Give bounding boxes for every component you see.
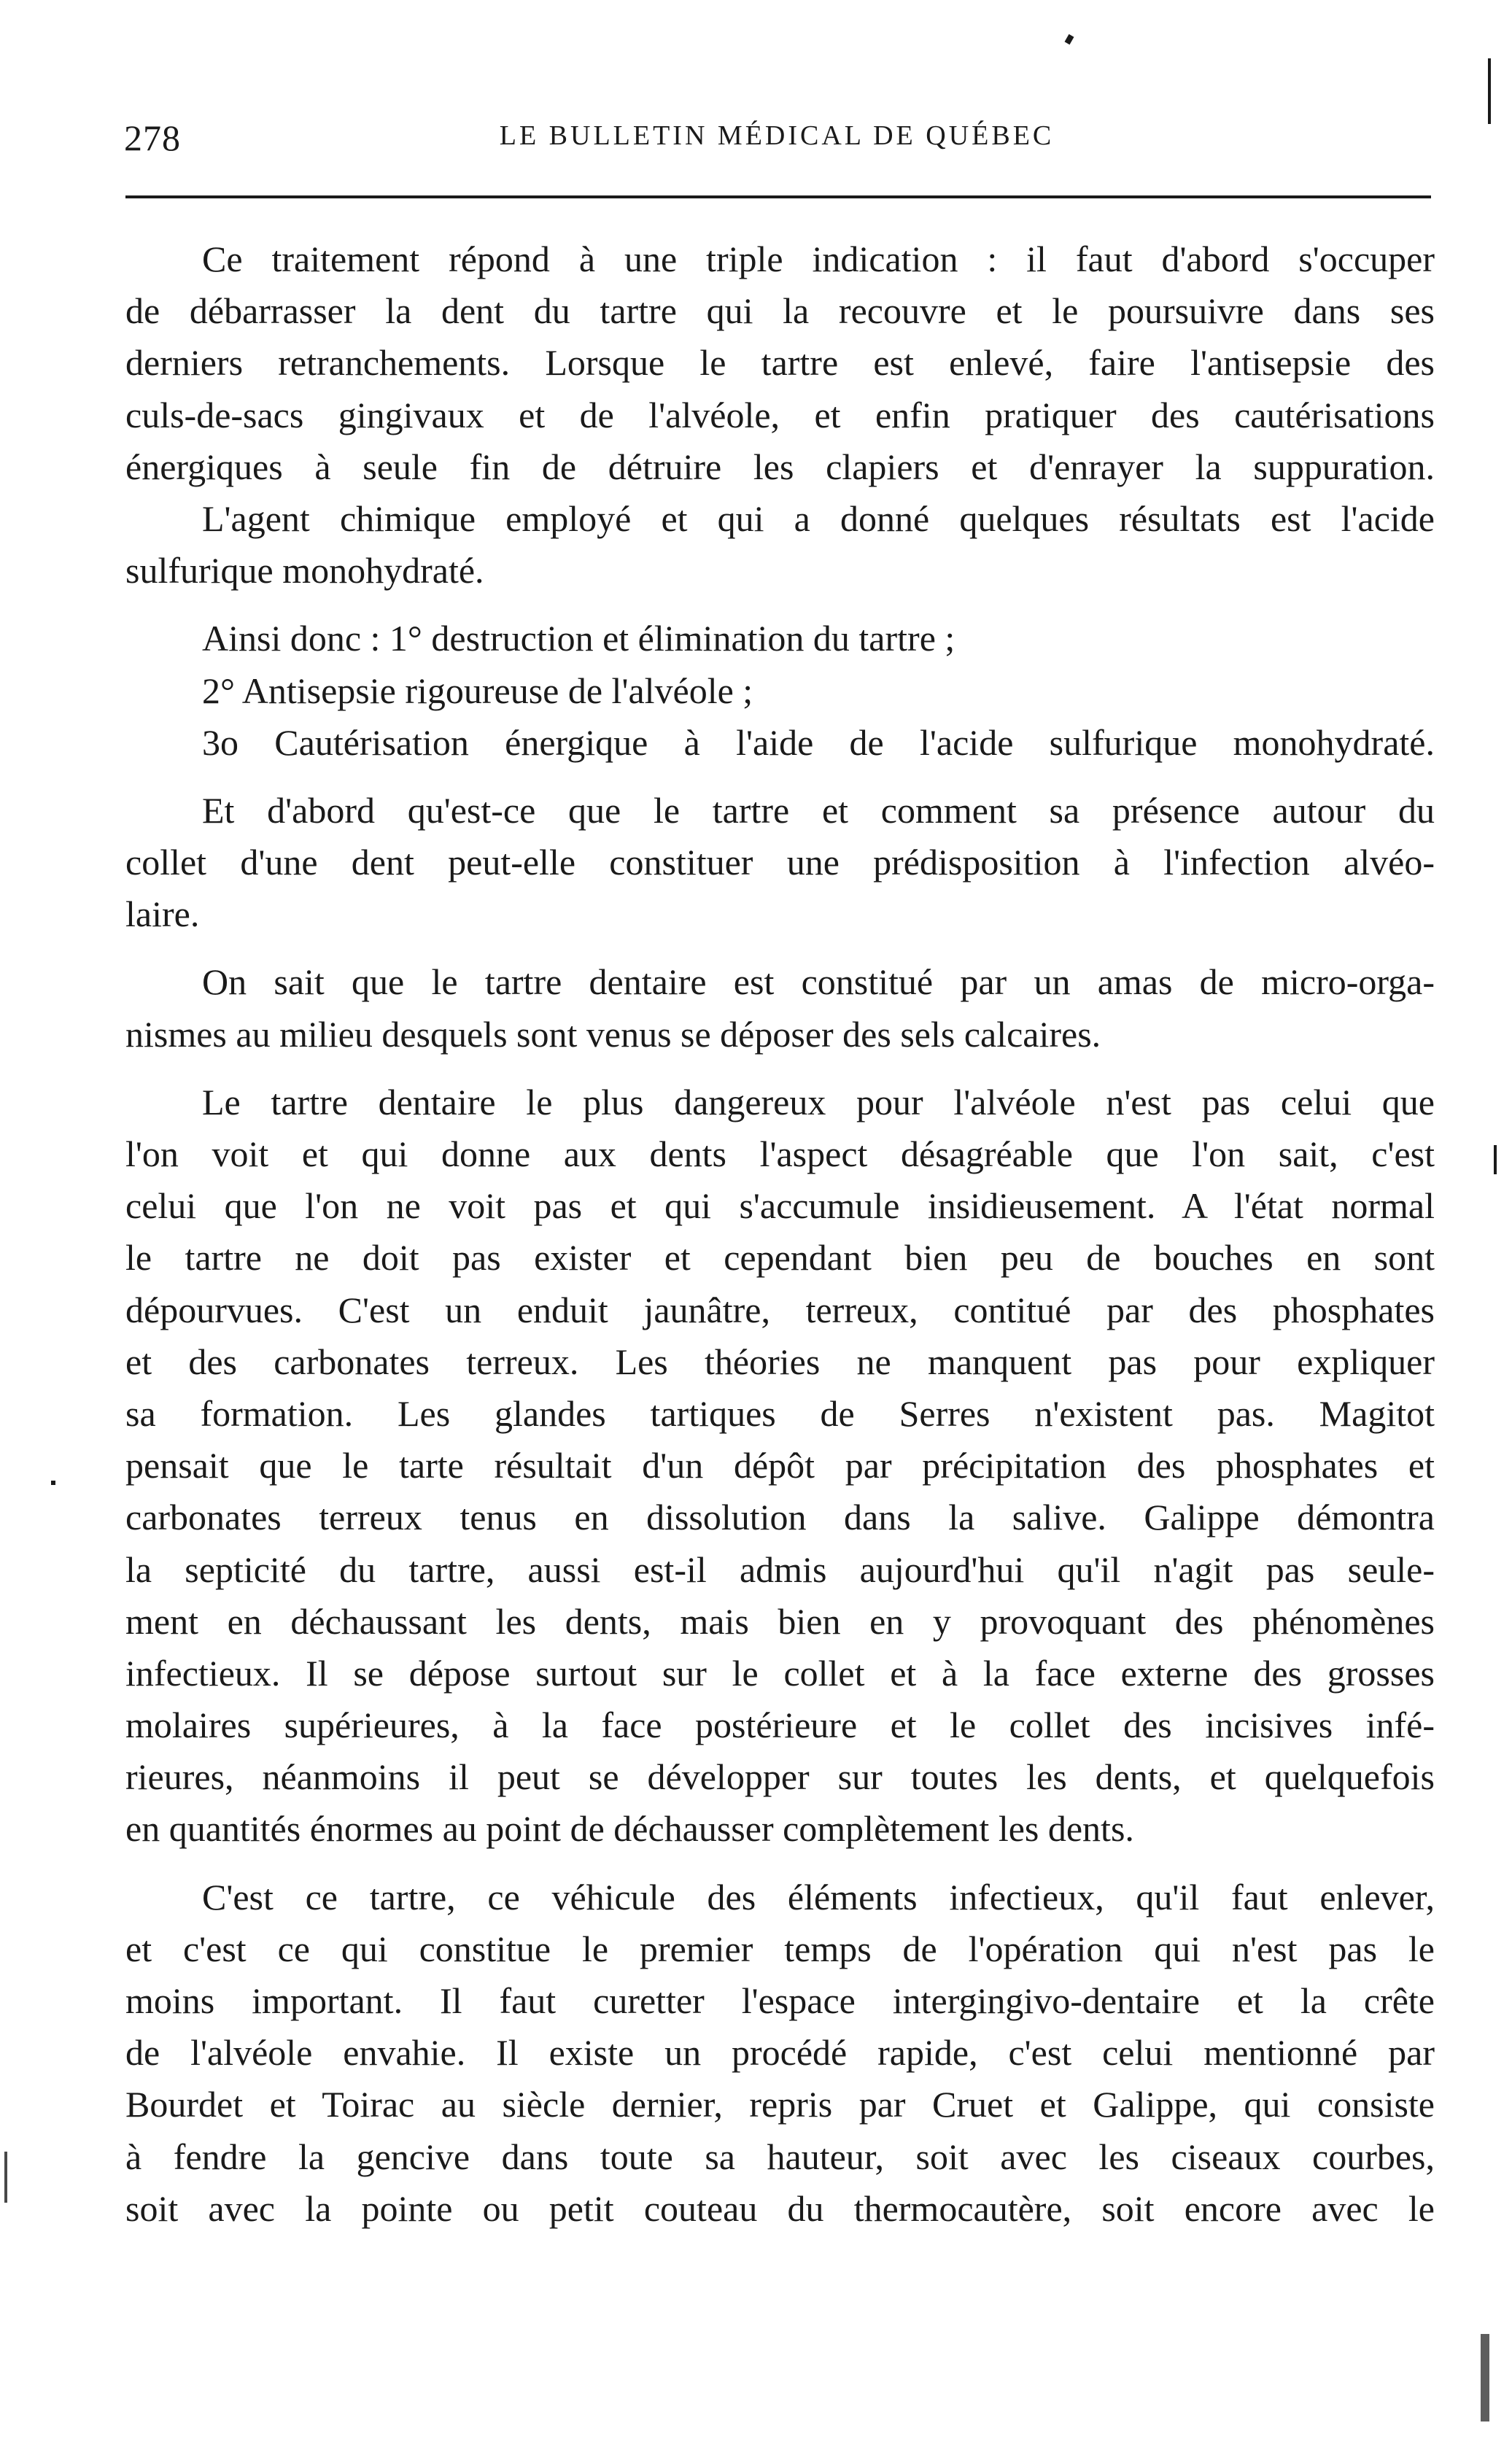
paragraph-gap (125, 940, 1435, 956)
header-rule (125, 195, 1431, 198)
text-line: laire. (125, 893, 200, 935)
scan-speck (4, 2152, 7, 2203)
text-line: sa formation. Les glandes tartiques de Serres n'existent pas. Magitot (125, 1392, 1435, 1434)
paragraph-gap (125, 1856, 1435, 1872)
running-title: LE BULLETIN MÉDICAL DE QUÉBEC (499, 120, 1055, 151)
list-item: 3o Cautérisation énergique à l'aide de l'acide sulfurique monohydraté. (202, 721, 1435, 763)
text-line: carbonates terreux tenus en dissolution dans la salive. Galippe démontra (125, 1497, 1435, 1538)
text-line: sulfurique monohydraté. (125, 550, 484, 592)
text-line: et des carbonates terreux. Les théories ne manquent pas pour expliquer (125, 1341, 1435, 1382)
text-line: à fendre la gencive dans toute sa hauteur, soit avec les ciseaux courbes, (125, 2136, 1435, 2177)
text-line: la septicité du tartre, aussi est-il admis aujourd'hui qu'il n'agit pas seule- (125, 1548, 1435, 1590)
text-line: Le tartre dentaire le plus dangereux pour l'alvéole n'est pas celui que (202, 1081, 1435, 1122)
text-line: molaires supérieures, à la face postérieure et le collet des incisives infé- (125, 1705, 1435, 1746)
text-line: Et d'abord qu'est-ce que le tartre et comment sa présence autour du (202, 789, 1435, 831)
list-item: 2° Antisepsie rigoureuse de l'alvéole ; (202, 670, 753, 711)
text-line: culs-de-sacs gingivaux et de l'alvéole, et enfin pratiquer des cautérisations (125, 394, 1435, 435)
text-line: et c'est ce qui constitue le premier temps de l'opération qui n'est pas le (125, 1928, 1435, 1969)
text-line: C'est ce tartre, ce véhicule des éléments infectieux, qu'il faut enlever, (202, 1876, 1435, 1918)
paragraph (125, 613, 1435, 769)
text-line: derniers retranchements. Lorsque le tartre est enlevé, faire l'antisepsie des (125, 342, 1435, 384)
text-line: soit avec la pointe ou petit couteau du thermocautère, soit encore avec le (125, 2187, 1435, 2229)
text-line: On sait que le tartre dentaire est constitué par un amas de micro-orga- (202, 961, 1435, 1003)
text-line: collet d'une dent peut-elle constituer une prédisposition à l'infection alvéo- (125, 842, 1435, 883)
paragraph (125, 233, 1435, 493)
body-text (125, 233, 1435, 2235)
text-line: Ce traitement répond à une triple indication : il faut d'abord s'occuper (202, 239, 1435, 279)
paragraph (125, 1872, 1435, 2235)
text-line: celui que l'on ne voit pas et qui s'accumule insidieusement. A l'état normal (125, 1185, 1435, 1227)
paragraph (125, 956, 1435, 1060)
text-line: dépourvues. C'est un enduit jaunâtre, terreux, contitué par des phosphates (125, 1289, 1435, 1330)
paragraph (125, 1077, 1435, 1856)
text-line: l'on voit et qui donne aux dents l'aspect désagréable que l'on sait, c'est (125, 1133, 1435, 1174)
scan-speck (1494, 1145, 1497, 1174)
text-line: en quantités énormes au point de déchausser complètement les dents. (125, 1808, 1134, 1850)
scan-speck (1488, 58, 1491, 124)
scan-speck (1065, 34, 1074, 44)
text-line: infectieux. Il se dépose surtout sur le collet et à la face externe des grosses (125, 1652, 1435, 1694)
scan-speck (51, 1481, 55, 1485)
text-line: énergiques à seule fin de détruire les clapiers et d'enrayer la suppuration. (125, 446, 1435, 487)
text-line: L'agent chimique employé et qui a donné quelques résultats est l'acide (202, 497, 1435, 539)
text-line: de l'alvéole envahie. Il existe un procédé rapide, c'est celui mentionné par (125, 2032, 1435, 2074)
paragraph (125, 785, 1435, 941)
text-line: ment en déchaussant les dents, mais bien en y provoquant des phénomènes (125, 1600, 1435, 1642)
text-line: le tartre ne doit pas exister et cependant bien peu de bouches en sont (125, 1237, 1435, 1279)
page-header (124, 109, 1430, 168)
text-line: nismes au milieu desquels sont venus se déposer des sels calcaires. (125, 1013, 1101, 1055)
paragraph-gap (125, 1060, 1435, 1077)
text-line: de débarrasser la dent du tartre qui la recouvre et le poursuivre dans ses (125, 290, 1435, 332)
page-number: 278 (124, 117, 181, 158)
list-item: Ainsi donc : 1° destruction et élimination du tartre ; (202, 618, 955, 659)
text-line: pensait que le tarte résultait d'un dépôt par précipitation des phosphates et (125, 1445, 1435, 1486)
paragraph-gap (125, 597, 1435, 613)
text-line: rieures, néanmoins il peut se développer sur toutes les dents, et quelquefois (125, 1756, 1435, 1798)
scan-speck (1481, 2334, 1489, 2421)
paragraph-gap (125, 769, 1435, 785)
text-line: Bourdet et Toirac au siècle dernier, repris par Cruet et Galippe, qui consiste (125, 2084, 1435, 2125)
paragraph (125, 493, 1435, 597)
text-line: moins important. Il faut curetter l'espace intergingivo-dentaire et la crête (125, 1980, 1435, 2021)
